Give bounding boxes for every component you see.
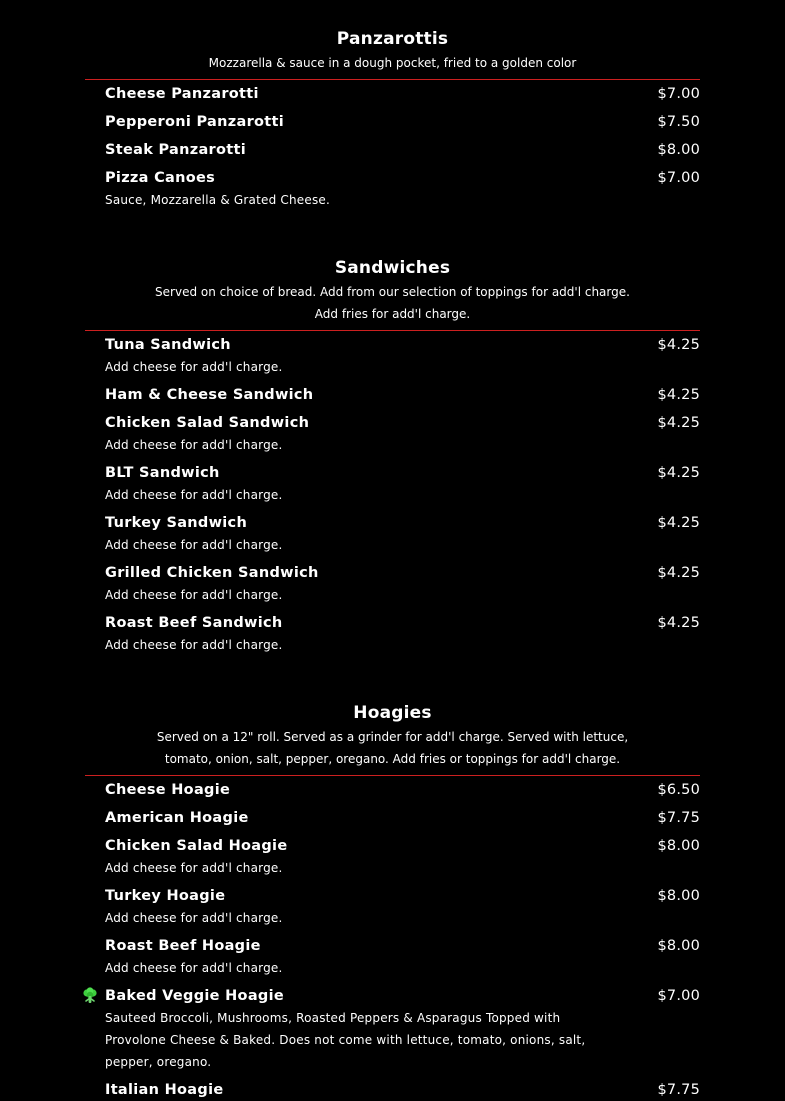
menu-item[interactable] (85, 562, 700, 606)
menu-item[interactable] (85, 512, 700, 556)
item-price: $7.75 (657, 1082, 700, 1098)
menu-item[interactable] (85, 111, 700, 133)
menu-item[interactable] (85, 1079, 700, 1101)
item-name: Turkey Sandwich (105, 515, 248, 531)
menu-item[interactable] (85, 462, 700, 506)
section-description-line: Served on a 12" roll. Served as a grinder for add'l charge. Served with lettuce, (156, 730, 629, 744)
item-name: Steak Panzarotti (105, 142, 246, 158)
item-name: Chicken Salad Hoagie (105, 838, 288, 854)
item-price: $8.00 (657, 938, 700, 954)
section-divider (85, 775, 700, 776)
menu-item[interactable] (85, 985, 700, 1073)
menu-section-hoagies (85, 700, 700, 1101)
item-price: $7.00 (657, 170, 700, 186)
item-name: Turkey Hoagie (105, 888, 226, 904)
section-description-line: Served on choice of bread. Add from our selection of toppings for add'l charge. (155, 285, 630, 299)
item-price: $7.00 (657, 988, 700, 1004)
item-name: Chicken Salad Sandwich (105, 415, 310, 431)
item-price: $4.25 (657, 615, 700, 631)
section-description-line: tomato, onion, salt, pepper, oregano. Add fries or toppings for add'l charge. (164, 752, 621, 766)
item-price: $7.00 (657, 86, 700, 102)
item-name: Roast Beef Hoagie (105, 938, 261, 954)
menu-item[interactable] (85, 139, 700, 161)
section-description (85, 281, 700, 325)
item-name: Pepperoni Panzarotti (105, 114, 285, 130)
item-name: American Hoagie (105, 810, 249, 826)
section-title: Panzarottis (336, 29, 449, 49)
item-price: $4.25 (657, 515, 700, 531)
menu-item[interactable] (85, 334, 700, 378)
menu-item[interactable] (85, 384, 700, 406)
item-name: BLT Sandwich (105, 465, 220, 481)
item-price: $4.25 (657, 337, 700, 353)
menu-item[interactable] (85, 412, 700, 456)
item-description: Add cheese for add'l charge. (105, 638, 283, 652)
item-description: Add cheese for add'l charge. (105, 588, 283, 602)
item-description: Add cheese for add'l charge. (105, 360, 283, 374)
item-price: $4.25 (657, 387, 700, 403)
item-price: $8.00 (657, 142, 700, 158)
item-description: Sauteed Broccoli, Mushrooms, Roasted Peppers & Asparagus Topped with Provolone Cheese & Baked. Does not come with lettuce, tomato, onions, salt, pepper, oregano. (105, 1011, 586, 1069)
item-price: $7.75 (657, 810, 700, 826)
broccoli-icon (81, 987, 99, 1005)
item-description: Add cheese for add'l charge. (105, 911, 283, 925)
item-price: $7.50 (657, 114, 700, 130)
section-divider (85, 330, 700, 331)
menu-item[interactable] (85, 885, 700, 929)
section-divider (85, 79, 700, 80)
item-price: $8.00 (657, 888, 700, 904)
item-description: Add cheese for add'l charge. (105, 961, 283, 975)
item-name: Tuna Sandwich (105, 337, 231, 353)
section-description: Mozzarella & sauce in a dough pocket, fried to a golden color (208, 56, 577, 70)
item-price: $6.50 (657, 782, 700, 798)
item-description: Add cheese for add'l charge. (105, 438, 283, 452)
menu-item[interactable] (85, 807, 700, 829)
item-name: Cheese Panzarotti (105, 86, 259, 102)
item-name: Baked Veggie Hoagie (105, 988, 284, 1004)
menu-item[interactable] (85, 612, 700, 656)
menu-item[interactable] (85, 835, 700, 879)
menu-section-sandwiches (85, 255, 700, 656)
item-name: Pizza Canoes (105, 170, 216, 186)
item-name: Cheese Hoagie (105, 782, 231, 798)
item-name: Roast Beef Sandwich (105, 615, 283, 631)
item-price: $4.25 (657, 415, 700, 431)
section-description-line: Add fries for add'l charge. (314, 307, 471, 321)
item-name: Grilled Chicken Sandwich (105, 565, 319, 581)
section-description (85, 726, 700, 770)
item-description: Sauce, Mozzarella & Grated Cheese. (105, 193, 330, 207)
menu-section-panzarottis (85, 0, 700, 211)
item-description: Add cheese for add'l charge. (105, 538, 283, 552)
menu-item[interactable] (85, 935, 700, 979)
section-title: Sandwiches (334, 258, 451, 278)
item-description: Add cheese for add'l charge. (105, 861, 283, 875)
section-title: Hoagies (353, 703, 432, 723)
menu-item[interactable] (85, 83, 700, 105)
item-price: $8.00 (657, 838, 700, 854)
item-price: $4.25 (657, 465, 700, 481)
menu-item[interactable] (85, 167, 700, 211)
item-name: Ham & Cheese Sandwich (105, 387, 314, 403)
item-name: Italian Hoagie (105, 1082, 224, 1098)
item-price: $4.25 (657, 565, 700, 581)
item-description: Add cheese for add'l charge. (105, 488, 283, 502)
menu-item[interactable] (85, 779, 700, 801)
